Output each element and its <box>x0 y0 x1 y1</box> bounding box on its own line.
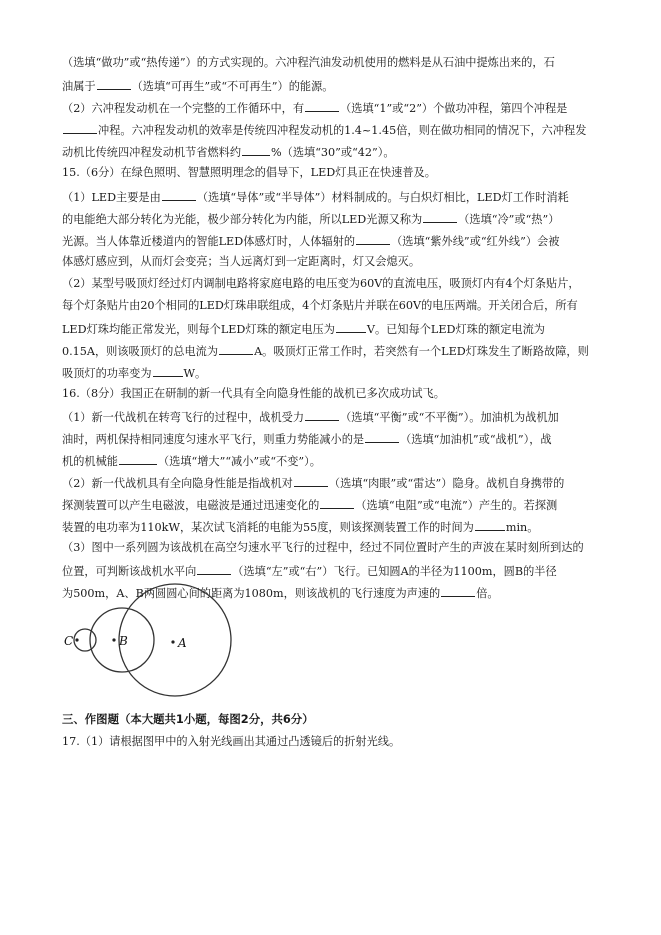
question-15-heading: 15.（6分）在绿色照明、智慧照明理念的倡导下，LED灯具正在快速普及。 <box>62 166 436 179</box>
circle-a <box>119 584 231 696</box>
center-dot-b <box>112 638 115 641</box>
text-line-24: 位置，可判断该战机水平向 （选填“左”或“右”）飞行。已知圆A的半径为1100m，圆B的半径 <box>62 565 557 578</box>
answer-blank[interactable] <box>153 365 183 377</box>
answer-blank[interactable] <box>475 519 505 531</box>
text-line-18: 油时，两机保持相同速度匀速水平飞行，则重力势能减小的是 （选填“加油机”或“战机”），战 <box>62 433 552 446</box>
sound-wave-circles-figure <box>55 580 235 705</box>
text-line-21: 探测装置可以产生电磁波，电磁波是通过迅速变化的 （选填“电阻”或“电流”）产生的。若探测 <box>62 499 558 512</box>
answer-blank[interactable] <box>219 343 253 355</box>
answer-blank[interactable] <box>305 409 339 421</box>
answer-blank[interactable] <box>336 321 366 333</box>
answer-blank[interactable] <box>197 563 231 575</box>
label-c: C <box>64 634 74 648</box>
answer-blank[interactable] <box>162 189 196 201</box>
text-line-11: （2）某型号吸顶灯经过灯内调制电路将家庭电路的电压变为60V的直流电压，吸顶灯内有4个灯条贴片， <box>62 277 580 290</box>
answer-blank[interactable] <box>119 453 157 465</box>
text-line-14: 0.15A，则该吸顶灯的总电流为 A。吸顶灯正常工作时，若突然有一个LED灯珠发生了断路故障，则 <box>62 345 589 358</box>
text-line-23: （3）图中一系列圆为该战机在高空匀速水平飞行的过程中，经过不同位置时产生的声波在某时刻所到达的 <box>62 541 584 554</box>
question-16-heading: 16.（8分）我国正在研制的新一代具有全向隐身性能的战机已多次成功试飞。 <box>62 387 445 400</box>
answer-blank[interactable] <box>356 233 390 245</box>
text-line-13: LED灯珠均能正常发光，则每个LED灯珠的额定电压为 V。已知每个LED灯珠的额定电流为 <box>62 323 545 336</box>
center-dot-a <box>171 640 174 643</box>
text-line-7: （1）LED主要是由 （选填“导体”或“半导体”）材料制成的。与白炽灯相比，LED灯工作时消耗 <box>62 191 569 204</box>
answer-blank[interactable] <box>242 144 270 156</box>
text-line-22: 装置的电功率为110kW，某次试飞消耗的电能为55度，则该探测装置工作的时间为 min。 <box>62 521 539 534</box>
section-heading-drawing: 三、作图题（本大题共1小题，每图2分，共6分） <box>62 712 314 726</box>
text-line-10: 体感灯感应到，从而灯会变亮；当人远离灯到一定距离时，灯又会熄灭。 <box>62 255 421 268</box>
text-line-12: 每个灯条贴片由20个相同的LED灯珠串联组成，4个灯条贴片并联在60V的电压两端。开关闭合后，所有 <box>62 299 578 312</box>
text-line-15: 吸顶灯的功率变为 W。 <box>62 367 207 380</box>
answer-blank[interactable] <box>441 585 475 597</box>
answer-blank[interactable] <box>320 497 354 509</box>
answer-blank[interactable] <box>294 475 328 487</box>
text-line-5: 动机比传统四冲程发动机节省燃料约 %（选填“30”或“42”）。 <box>62 146 395 159</box>
label-a: A <box>178 636 187 650</box>
question-17: 17.（1）请根据图甲中的入射光线画出其通过凸透镜后的折射光线。 <box>62 735 401 748</box>
text-line-19: 机的机械能 （选填“增大”“减小”或“不变”）。 <box>62 455 321 468</box>
text-line-17: （1）新一代战机在转弯飞行的过程中，战机受力 （选填“平衡”或“不平衡”）。加油机为战机加 <box>62 411 559 424</box>
answer-blank[interactable] <box>63 122 97 134</box>
text-line-9: 光源。当人体靠近楼道内的智能LED体感灯时，人体辐射的 （选填“紫外线”或“红外线”）会被 <box>62 235 560 248</box>
text-line-3: （2）六冲程发动机在一个完整的工作循环中，有 （选填“1”或“2”）个做功冲程，第四个冲程是 <box>62 102 568 115</box>
text-line-4: 冲程。六冲程发动机的效率是传统四冲程发动机的1.4~1.45倍，则在做功相同的情况下，六冲程发 <box>62 122 622 138</box>
center-dot-c <box>75 638 78 641</box>
answer-blank[interactable] <box>423 211 457 223</box>
text-line-20: （2）新一代战机具有全向隐身性能是指战机对 （选填“肉眼”或“雷达”）隐身。战机自身携带的 <box>62 477 565 490</box>
label-b: B <box>119 634 128 648</box>
answer-blank[interactable] <box>97 78 131 90</box>
text-line-25: 为500m，A、B两圆圆心间的距离为1080m，则该战机的飞行速度为声速的 倍。 <box>62 587 499 600</box>
answer-blank[interactable] <box>305 100 339 112</box>
text-line-1: （选填“做功”或“热传递”）的方式实现的。六冲程汽油发动机使用的燃料是从石油中提炼出来的，石 <box>62 56 555 69</box>
text-line-8: 的电能绝大部分转化为光能，极少部分转化为内能，所以LED光源又称为 （选填“冷”或“热”） <box>62 213 560 226</box>
text-line-2: 油属于 （选填“可再生”或“不可再生”）的能源。 <box>62 80 334 93</box>
answer-blank[interactable] <box>365 431 399 443</box>
